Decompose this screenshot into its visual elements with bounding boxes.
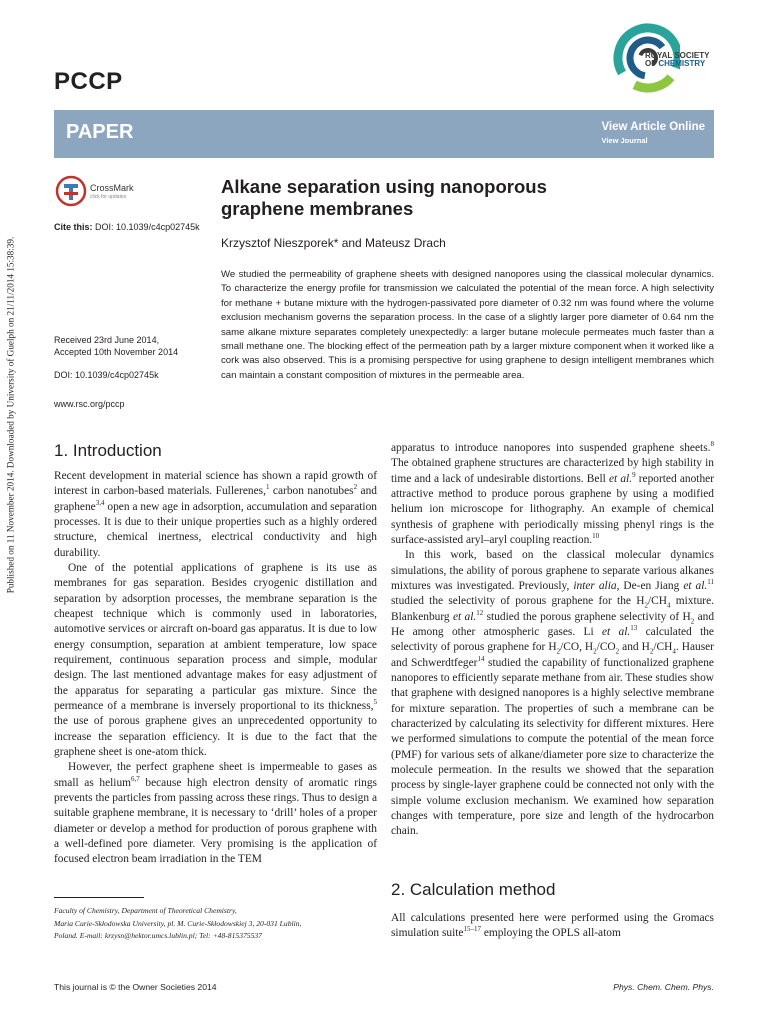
view-article-online-link[interactable]: View Article Online	[601, 121, 705, 133]
cite-this	[54, 222, 200, 232]
cite-label: Cite this:	[54, 222, 93, 232]
ref-15-17[interactable]: 15–17	[463, 925, 481, 934]
rsc-logo	[610, 22, 720, 94]
ref-3-4[interactable]: 3,4	[95, 498, 105, 507]
intro-paragraph-3-cont: apparatus to introduce nanopores into suspended graphene sheets.$^8$ The obtained graphene structures are characterized by high stability in time and a lack of undesirable distortions. Bell et al.$^9$ reported another attractive method to produce porous graphene by using a modified helium ion microscope for lithography. An example of chemical synthesis of graphene with periodically missing phenyl rings is the surface-assisted aryl–aryl coupling reaction.$^{10}$	[391, 440, 714, 546]
view-links	[601, 121, 705, 145]
method-text	[391, 911, 714, 942]
title-line-1: Alkane separation using nanoporous	[221, 176, 547, 197]
ref-14[interactable]: 14	[477, 654, 485, 663]
section-introduction-heading: 1. Introduction	[54, 441, 162, 460]
article-type-label: PAPER	[66, 121, 134, 143]
ref-5[interactable]: 5	[373, 698, 377, 707]
journal-website-link[interactable]: www.rsc.org/pccp	[54, 399, 125, 409]
article-type-banner	[54, 110, 714, 158]
ref-11[interactable]: 11	[707, 578, 714, 587]
intro-paragraph-4: In this work, based on the classical molecular dynamics simulations, the ability of porous graphene to separate various alkanes mixtures was investigated. Previously, inter alia, De-en Jiang et al.$^{11}$ studied the selectivity of porous graphene for the $H_2/CH_4$ mixture. Blankenburg et al.$^{12}$ studied the porous graphene selectivity of $H_2$ and He among other atmospheric gases. Li et al.$^{13}$ calculated the selectivity of porous graphene for $H_2/CO$, $H_2/CO_2$ and $H_2/CH_4$. Hauser and Schwerdtfeger$^{14}$ studied the capability of functionalized graphene nanopores to efficiently separate methane from air. These studies show that graphene with designed nanopores is a highly selective membrane for mixture separation. The properties of such a membrane can be characterized by calculating its selectivity for different mixtures. Here we performed simulations to compute the potential of the mean force (PMF) for various sets of alkane/diameter pore size to characterize the molecule permeation. In the results we showed that the separation process by single-layer graphene could be connected not only with the simple volume exclusion mechanism. We examined how separation changes with temperature, pore size and length of the hydrocarbon chain.	[391, 549, 715, 838]
crossmark-icon	[55, 174, 87, 208]
ref-12[interactable]: 12	[476, 608, 484, 617]
left-column-text	[54, 469, 377, 868]
ref-13[interactable]: 13	[630, 624, 638, 633]
affiliation-footnote	[54, 905, 374, 943]
ref-6-7[interactable]: 6,7	[131, 774, 140, 783]
section-calculation-method-heading: 2. Calculation method	[391, 880, 556, 899]
article-title	[221, 176, 701, 220]
ref-9[interactable]: 9	[632, 470, 636, 479]
right-column-text	[391, 441, 714, 840]
affiliation-line-2: Maria Curie-Skłodowska University, pl. M. Curie-Skłodowskiej 3, 20-031 Lublin,	[54, 918, 302, 928]
download-note-text: Published on 11 November 2014. Downloaded by University of Guelph on 21/11/2014 15:38:39.	[5, 236, 16, 594]
affiliation-line-1: Faculty of Chemistry, Department of Theoretical Chemistry,	[54, 906, 237, 915]
journal-footer: Phys. Chem. Chem. Phys.	[613, 982, 714, 992]
abstract: We studied the permeability of graphene sheets with designed nanopores using the classical molecular dynamics. To characterize the energy profile for transmission we calculated the potential of the mean force. A high selectivity for methane + butane mixture with the hydrogen-passivated pore diameter of 0.32 nm was found where the volume exclusion mechanism governs the separation process. In the case of a slightly larger pore diameter of 0.64 nm the same alkane mixture separates completely unexpectedly: a larger butane molecule permeates much faster than a small methane one. The blocking effect of the permeation path by a larger mixture component when it worked like a cork was also observed. This is a promising perspective for using graphene to design intelligent membranes which can maintain a constant composition of mixtures in the permeable area.	[221, 269, 714, 381]
intro-paragraph-3: However, the perfect graphene sheet is impermeable to gases as small as helium$^{6,7}$ because high electron density of aromatic rings prevents the particles from passing across these rings. Thus to design a suitable graphene membrane, it is necessary to ‘drill’ holes of a proper diameter or develop a method for production of porous graphene with a well-defined pore diameter. Very promising is the application of focused electron beam irradiation in the TEM	[54, 761, 377, 866]
rsc-name-line2: OF CHEMISTRY	[645, 59, 706, 68]
accepted-date: Accepted 10th November 2014	[54, 347, 179, 357]
rsc-name-line1: ROYAL SOCIETY	[645, 51, 710, 60]
copyright-footer: This journal is © the Owner Societies 2014	[54, 982, 217, 992]
authors: Krzysztof Nieszporek* and Mateusz Drach	[221, 236, 446, 250]
footnote-divider	[54, 897, 144, 898]
cite-doi[interactable]: DOI: 10.1039/c4cp02745k	[95, 222, 200, 232]
view-journal-link[interactable]: View Journal	[601, 136, 648, 145]
download-side-note	[3, 205, 17, 625]
received-date: Received 23rd June 2014,	[54, 335, 160, 345]
title-line-2: graphene membranes	[221, 198, 414, 219]
ref-8[interactable]: 8	[710, 440, 714, 449]
intro-paragraph-2: One of the potential applications of graphene is its use as membranes for gas separation. Besides cryogenic distillation and separation by adsorption processes, the membrane separation is the cheapest technique which is commonly used in laboratories, automotive services or aircraft on-board gas apparatus. It is due to low energy consumption, separation at ambient temperature, low space requirement, continuous separation process and simple, modular design. The last mentioned advantage makes for easy adjustment of the apparatus for separating a particular gas mixture. Since the permeance of a membrane is inversely proportional to its thickness,$^5$ the use of porous graphene gives an unprecedented opportunity to increase the separation efficiency. It is due to the fact that the graphene sheet is one-atom thick.	[54, 561, 377, 758]
ref-10[interactable]: 10	[592, 532, 600, 541]
ref-2[interactable]: 2	[353, 483, 358, 492]
doi[interactable]: DOI: 10.1039/c4cp02745k	[54, 370, 159, 380]
method-paragraph-1: All calculations presented here were performed using the Gromacs simulation suite$^{15-17}$ employing the OPLS all-atom	[391, 912, 714, 940]
crossmark-sublabel: click for updates	[90, 194, 127, 200]
journal-name: PCCP	[54, 68, 123, 95]
crossmark-badge[interactable]	[55, 174, 145, 210]
ref-1[interactable]: 1	[265, 483, 270, 492]
intro-paragraph-1: Recent development in material science has shown a rapid growth of interest in carbon-based materials. Fullerenes,$^1$ carbon nanotubes$^2$ and graphene$^{3,4}$ open a new age in adsorption, accumulation and separation processes. It is due to their unique properties such as a highly ordered structure, chemical inertness, electrical conductivity and high durability.	[54, 470, 378, 559]
crossmark-label: CrossMark	[90, 183, 134, 193]
affiliation-line-3[interactable]: Poland. E-mail: krzysn@hektor.umcs.lublin.pl; Tel: +48-815375537	[54, 931, 262, 940]
